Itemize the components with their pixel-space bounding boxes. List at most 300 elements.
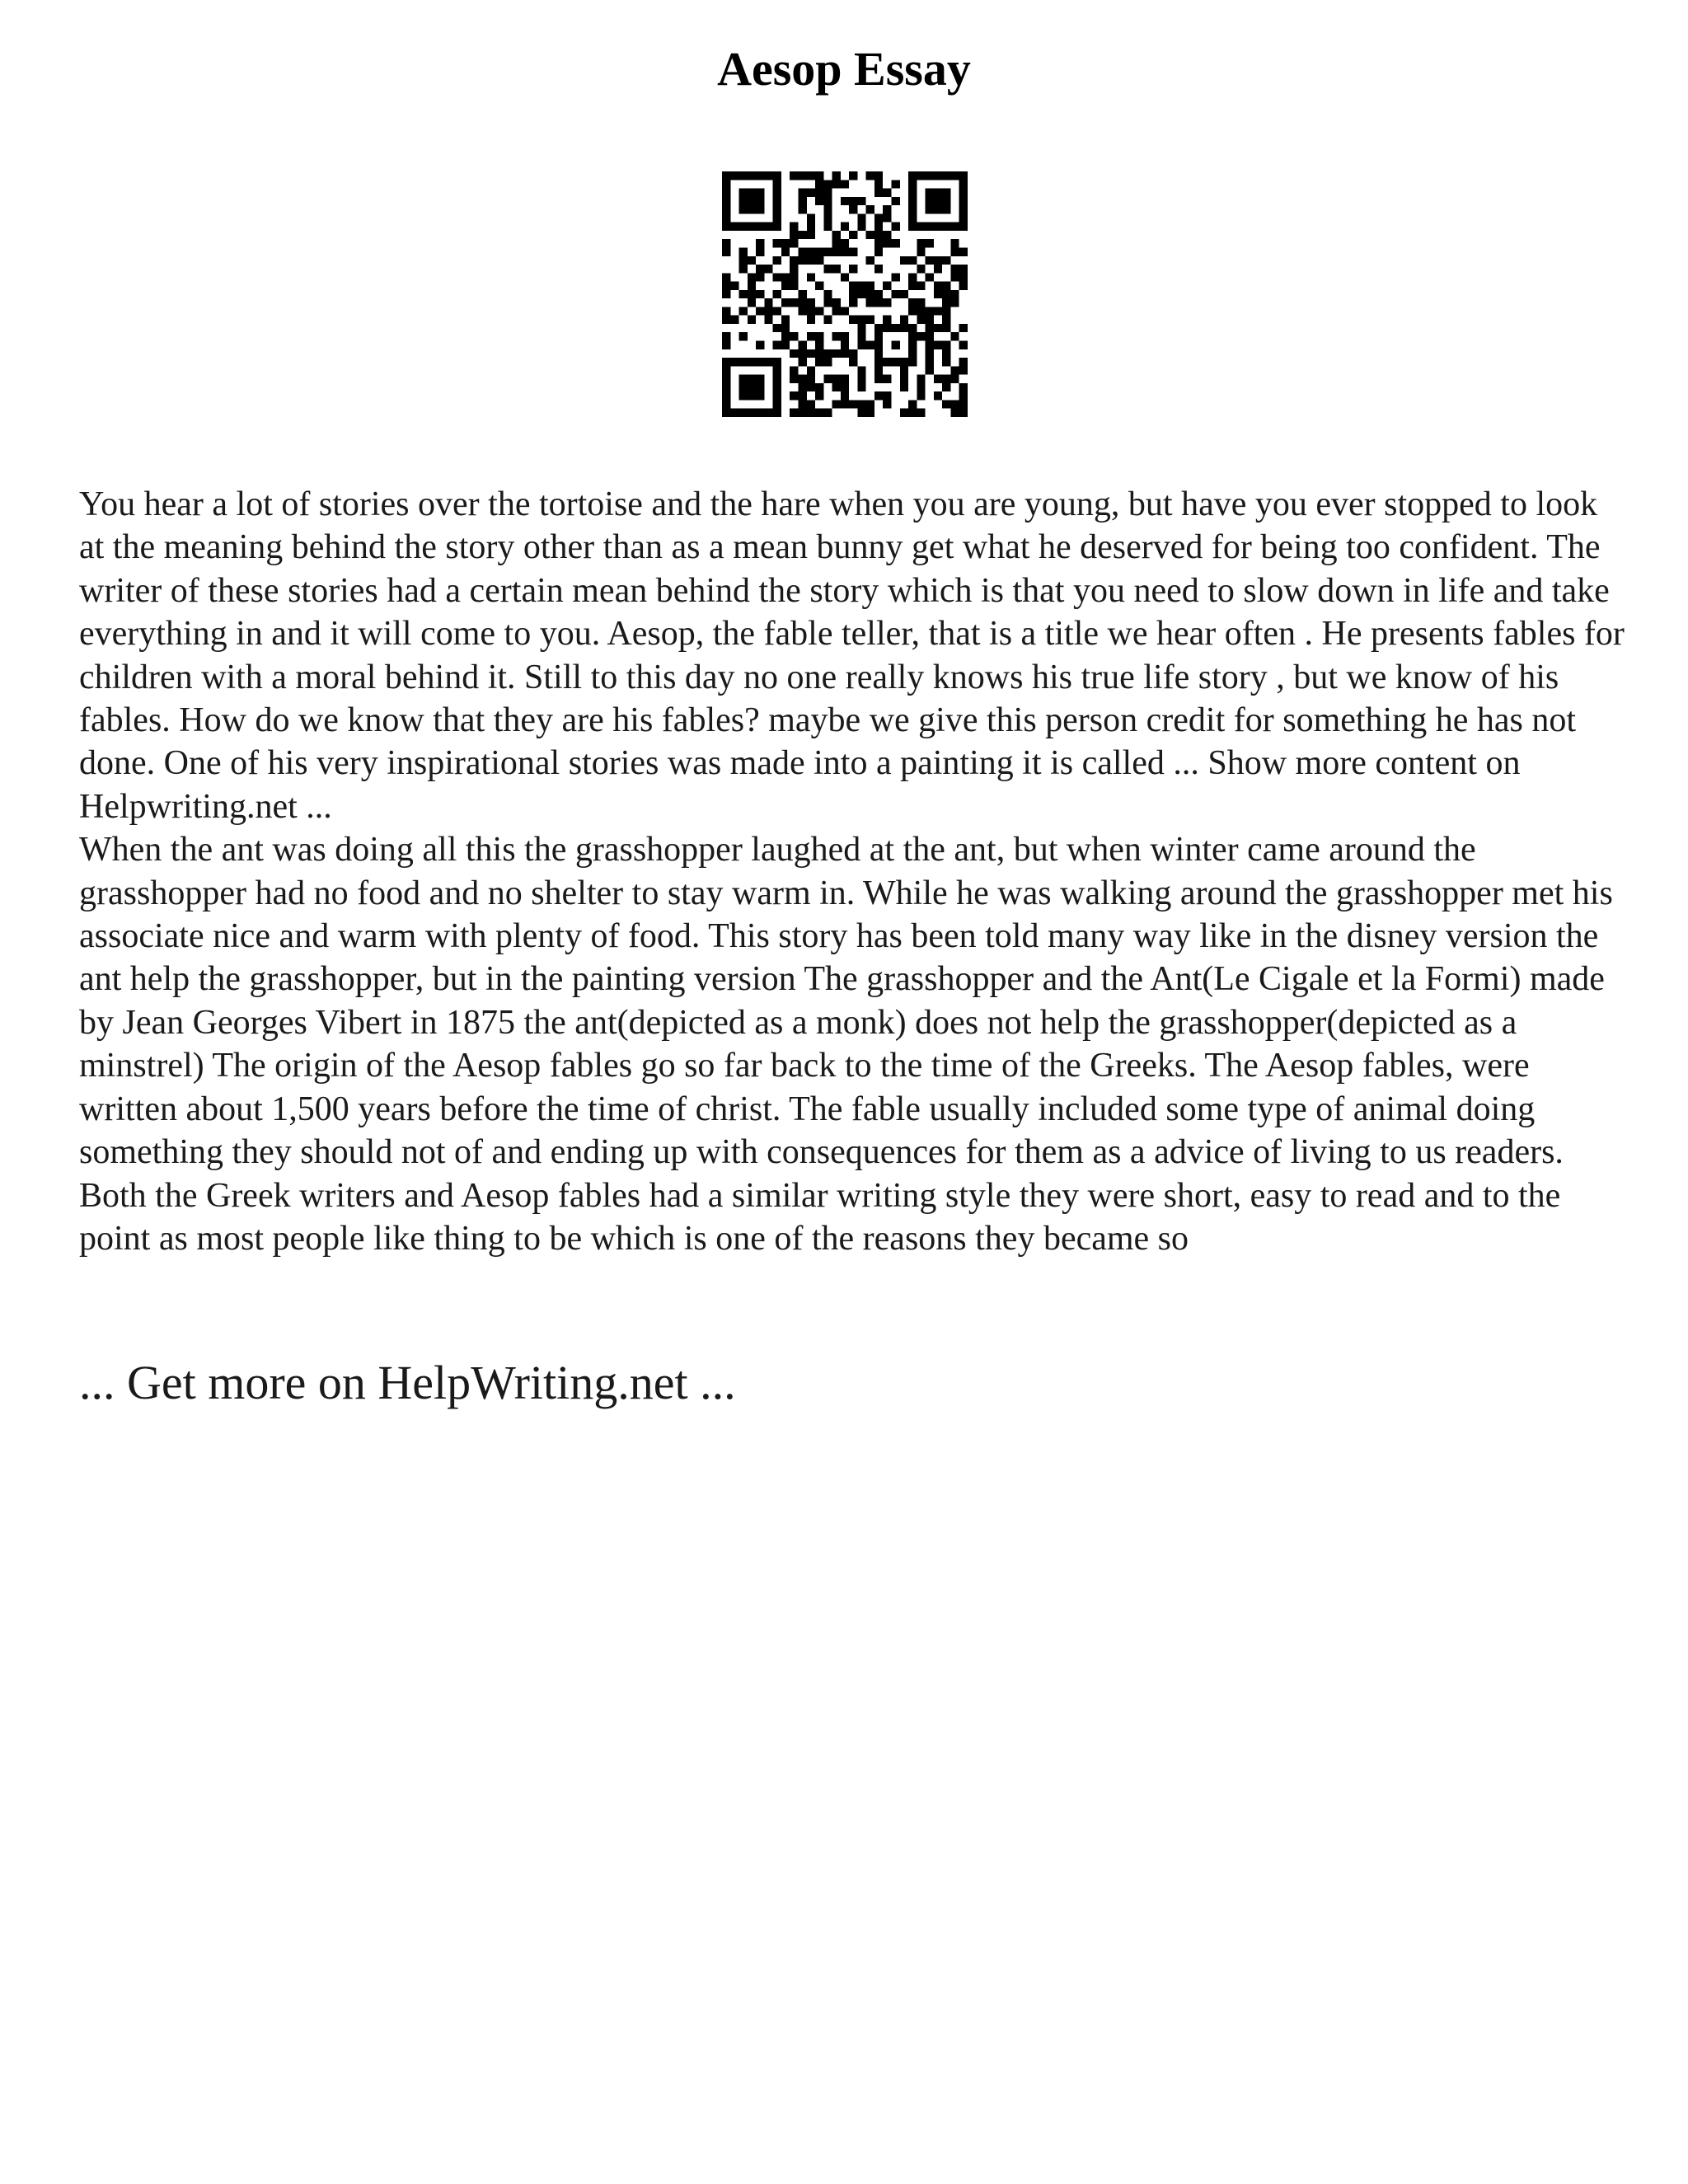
page-title: Aesop Essay: [717, 42, 971, 96]
qr-module: [934, 171, 942, 180]
qr-module: [739, 265, 748, 273]
qr-module: [781, 239, 790, 247]
qr-module: [722, 223, 730, 231]
qr-module: [959, 213, 968, 222]
qr-module: [926, 256, 934, 265]
qr-module: [883, 189, 891, 197]
qr-module: [950, 265, 959, 273]
qr-module: [748, 409, 756, 417]
qr-module: [756, 239, 764, 247]
qr-module: [874, 231, 883, 239]
qr-module: [942, 324, 950, 332]
qr-module: [722, 239, 730, 247]
qr-module: [849, 298, 857, 307]
qr-module: [823, 349, 832, 358]
qr-module: [883, 205, 891, 213]
qr-module: [756, 409, 764, 417]
qr-module: [849, 282, 857, 290]
qr-module: [773, 358, 781, 366]
qr-module: [942, 223, 950, 231]
qr-module: [849, 316, 857, 324]
qr-module: [959, 189, 968, 197]
qr-module: [883, 375, 891, 383]
qr-module: [798, 341, 806, 349]
qr-module: [756, 273, 764, 281]
qr-module: [857, 375, 865, 383]
qr-module: [866, 282, 874, 290]
qr-module: [900, 290, 908, 298]
qr-module: [908, 341, 917, 349]
qr-module: [722, 290, 730, 298]
qr-module: [900, 358, 908, 366]
qr-module: [756, 358, 764, 366]
qr-module: [874, 290, 883, 298]
qr-module: [781, 324, 790, 332]
qr-module: [756, 265, 764, 273]
qr-module: [790, 391, 798, 400]
qr-module: [942, 171, 950, 180]
qr-module: [883, 213, 891, 222]
qr-module: [722, 307, 730, 315]
qr-module: [908, 180, 917, 188]
qr-module: [950, 409, 959, 417]
qr-module: [883, 298, 891, 307]
qr-module: [874, 391, 883, 400]
qr-module: [866, 231, 874, 239]
qr-module: [926, 307, 934, 315]
qr-module: [807, 349, 815, 358]
qr-module: [866, 298, 874, 307]
qr-module: [883, 400, 891, 408]
qr-module: [773, 341, 781, 349]
qr-module: [849, 197, 857, 205]
qr-module: [857, 223, 865, 231]
qr-module: [832, 400, 841, 408]
qr-module: [756, 205, 764, 213]
qr-module: [874, 375, 883, 383]
qr-module: [798, 231, 806, 239]
qr-module: [959, 205, 968, 213]
qr-module: [883, 316, 891, 324]
qr-module: [722, 189, 730, 197]
qr-module: [790, 239, 798, 247]
qr-module: [790, 375, 798, 383]
qr-module: [942, 358, 950, 366]
qr-module: [866, 400, 874, 408]
qr-module: [756, 383, 764, 391]
qr-module: [942, 341, 950, 349]
qr-module: [908, 349, 917, 358]
qr-module: [748, 205, 756, 213]
qr-module: [730, 358, 738, 366]
qr-module: [781, 247, 790, 255]
qr-module: [841, 273, 849, 281]
qr-module: [874, 349, 883, 358]
qr-module: [857, 213, 865, 222]
qr-module: [739, 247, 748, 255]
qr-module: [874, 324, 883, 332]
qr-module: [823, 213, 832, 222]
qr-module: [832, 171, 841, 180]
qr-module: [866, 409, 874, 417]
qr-module: [722, 383, 730, 391]
qr-module: [790, 265, 798, 273]
qr-module: [917, 383, 925, 391]
qr-module: [730, 223, 738, 231]
qr-code-icon[interactable]: [722, 171, 968, 417]
qr-module: [892, 341, 900, 349]
qr-module: [823, 298, 832, 307]
get-more-link[interactable]: ... Get more on HelpWriting.net ...: [79, 1356, 736, 1409]
qr-module: [934, 290, 942, 298]
qr-module: [908, 205, 917, 213]
qr-module: [900, 366, 908, 374]
qr-module: [841, 341, 849, 349]
qr-module: [959, 171, 968, 180]
qr-code-graphic: [722, 171, 968, 417]
qr-module: [866, 256, 874, 265]
qr-module: [823, 247, 832, 255]
qr-module: [908, 256, 917, 265]
qr-module: [748, 375, 756, 383]
qr-module: [773, 400, 781, 408]
qr-module: [841, 400, 849, 408]
qr-module: [857, 366, 865, 374]
qr-module: [908, 400, 917, 408]
qr-module: [739, 189, 748, 197]
qr-module: [934, 205, 942, 213]
qr-module: [756, 391, 764, 400]
qr-module: [866, 316, 874, 324]
qr-module: [942, 205, 950, 213]
qr-module: [900, 324, 908, 332]
qr-module: [917, 247, 925, 255]
qr-module: [815, 341, 823, 349]
qr-module: [832, 298, 841, 307]
qr-module: [748, 189, 756, 197]
qr-module: [832, 265, 841, 273]
qr-module: [883, 282, 891, 290]
qr-module: [942, 290, 950, 298]
essay-paragraph: You hear a lot of stories over the tortoise and the hare when you are young, but have you ever stopped to look at the meaning behind the story other than as a mean bunny get what he deserved for being too confident. The writer of these stories had a certain mean behind the story which is that you need to slow down in life and take everything in and it will come to you. Aesop, the fable teller, that is a title we hear often . He presents fables for children with a moral behind it. Still to this day no one really knows his true life story , but we know of his fables. How do we know that they are his fables? maybe we give this person credit for something he has not done. One of his very inspirational stories was made into a painting it is called ... Show more content on Helpwriting.net ...: [79, 485, 1625, 826]
qr-module: [950, 400, 959, 408]
qr-module: [823, 205, 832, 213]
qr-module: [739, 290, 748, 298]
qr-module: [934, 223, 942, 231]
qr-module: [892, 290, 900, 298]
qr-module: [739, 256, 748, 265]
qr-module: [849, 205, 857, 213]
qr-module: [959, 366, 968, 374]
qr-module: [798, 375, 806, 383]
qr-module: [926, 366, 934, 374]
qr-module: [739, 409, 748, 417]
qr-module: [756, 341, 764, 349]
qr-module: [841, 223, 849, 231]
qr-module: [756, 197, 764, 205]
qr-module: [790, 409, 798, 417]
qr-module: [908, 409, 917, 417]
qr-module: [883, 231, 891, 239]
qr-module: [849, 247, 857, 255]
qr-module: [722, 366, 730, 374]
qr-module: [900, 375, 908, 383]
qr-module: [781, 282, 790, 290]
qr-module: [849, 265, 857, 273]
qr-module: [892, 273, 900, 281]
qr-module: [942, 197, 950, 205]
qr-module: [815, 180, 823, 188]
qr-module: [823, 223, 832, 231]
qr-module: [773, 213, 781, 222]
qr-module: [908, 298, 917, 307]
qr-module: [773, 239, 781, 247]
qr-module: [874, 213, 883, 222]
qr-module: [823, 358, 832, 366]
qr-module: [950, 375, 959, 383]
qr-module: [950, 332, 959, 340]
qr-module: [942, 375, 950, 383]
qr-module: [807, 298, 815, 307]
qr-module: [892, 180, 900, 188]
qr-module: [764, 265, 772, 273]
qr-module: [773, 307, 781, 315]
qr-module: [926, 197, 934, 205]
qr-module: [908, 197, 917, 205]
qr-module: [722, 180, 730, 188]
qr-module: [773, 205, 781, 213]
qr-module: [849, 400, 857, 408]
qr-module: [764, 223, 772, 231]
qr-module: [790, 273, 798, 281]
qr-module: [917, 409, 925, 417]
qr-module: [815, 247, 823, 255]
qr-module: [748, 256, 756, 265]
qr-module: [815, 358, 823, 366]
qr-module: [849, 231, 857, 239]
qr-module: [841, 332, 849, 340]
qr-module: [773, 366, 781, 374]
qr-module: [807, 383, 815, 391]
qr-module: [849, 358, 857, 366]
qr-module: [739, 171, 748, 180]
qr-module: [917, 332, 925, 340]
qr-module: [874, 189, 883, 197]
qr-module: [807, 366, 815, 374]
qr-module: [815, 197, 823, 205]
qr-module: [790, 171, 798, 180]
qr-module: [874, 366, 883, 374]
qr-module: [773, 409, 781, 417]
qr-module: [883, 391, 891, 400]
qr-module: [823, 265, 832, 273]
qr-module: [739, 383, 748, 391]
qr-module: [748, 316, 756, 324]
qr-module: [908, 282, 917, 290]
qr-module: [773, 290, 781, 298]
qr-module: [942, 298, 950, 307]
qr-module: [722, 213, 730, 222]
qr-module: [934, 265, 942, 273]
qr-module: [934, 341, 942, 349]
qr-module: [841, 391, 849, 400]
qr-module: [917, 223, 925, 231]
qr-module: [764, 316, 772, 324]
qr-module: [823, 180, 832, 188]
qr-module: [798, 400, 806, 408]
qr-module: [756, 223, 764, 231]
qr-module: [739, 307, 748, 315]
qr-module: [739, 391, 748, 400]
qr-module: [748, 383, 756, 391]
qr-module: [926, 205, 934, 213]
qr-module: [942, 400, 950, 408]
qr-module: [926, 316, 934, 324]
qr-module: [739, 358, 748, 366]
qr-module: [934, 307, 942, 315]
qr-module: [798, 307, 806, 315]
qr-module: [959, 324, 968, 332]
qr-module: [866, 341, 874, 349]
qr-module: [959, 341, 968, 349]
qr-module: [773, 171, 781, 180]
qr-module: [798, 349, 806, 358]
qr-module: [807, 409, 815, 417]
qr-module: [790, 298, 798, 307]
qr-module: [942, 282, 950, 290]
qr-module: [807, 400, 815, 408]
qr-module: [934, 391, 942, 400]
qr-module: [722, 391, 730, 400]
qr-module: [823, 197, 832, 205]
qr-module: [908, 213, 917, 222]
qr-module: [950, 273, 959, 281]
qr-module: [781, 298, 790, 307]
qr-module: [798, 383, 806, 391]
qr-module: [934, 256, 942, 265]
qr-module: [722, 247, 730, 255]
qr-module: [950, 247, 959, 255]
qr-module: [773, 180, 781, 188]
qr-module: [739, 197, 748, 205]
qr-module: [908, 171, 917, 180]
qr-module: [934, 197, 942, 205]
qr-module: [841, 247, 849, 255]
qr-module: [781, 316, 790, 324]
qr-module: [722, 375, 730, 383]
qr-module: [798, 189, 806, 197]
qr-module: [722, 358, 730, 366]
qr-module: [748, 171, 756, 180]
qr-module: [874, 223, 883, 231]
qr-module: [841, 375, 849, 383]
qr-module: [815, 282, 823, 290]
qr-module: [942, 383, 950, 391]
qr-module: [857, 409, 865, 417]
qr-module: [790, 349, 798, 358]
qr-module: [722, 171, 730, 180]
qr-module: [730, 316, 738, 324]
qr-module: [764, 171, 772, 180]
qr-module: [807, 316, 815, 324]
qr-module: [900, 316, 908, 324]
qr-module: [807, 375, 815, 383]
qr-module: [841, 383, 849, 391]
qr-module: [866, 290, 874, 298]
qr-module: [798, 358, 806, 366]
qr-module: [959, 400, 968, 408]
qr-module: [790, 366, 798, 374]
qr-module: [950, 239, 959, 247]
qr-module: [959, 223, 968, 231]
qr-module: [756, 189, 764, 197]
qr-module: [950, 366, 959, 374]
qr-module: [934, 375, 942, 383]
qr-module: [798, 197, 806, 205]
qr-module: [917, 265, 925, 273]
qr-module: [773, 197, 781, 205]
qr-module: [730, 409, 738, 417]
qr-module: [748, 282, 756, 290]
qr-module: [849, 349, 857, 358]
qr-module: [773, 375, 781, 383]
qr-module: [926, 324, 934, 332]
qr-module: [722, 205, 730, 213]
qr-module: [764, 298, 772, 307]
qr-module: [790, 332, 798, 340]
qr-module: [807, 247, 815, 255]
qr-module: [866, 171, 874, 180]
qr-module: [908, 332, 917, 340]
qr-module: [857, 282, 865, 290]
qr-module: [908, 189, 917, 197]
qr-module: [866, 205, 874, 213]
qr-module: [849, 171, 857, 180]
qr-module: [857, 316, 865, 324]
qr-module: [832, 349, 841, 358]
qr-module: [926, 341, 934, 349]
qr-module: [959, 197, 968, 205]
qr-module: [764, 307, 772, 315]
qr-module: [917, 307, 925, 315]
qr-module: [815, 307, 823, 315]
qr-module: [756, 375, 764, 383]
qr-module: [917, 171, 925, 180]
qr-module: [883, 358, 891, 366]
qr-module: [883, 324, 891, 332]
qr-module: [722, 197, 730, 205]
qr-module: [950, 290, 959, 298]
qr-module: [874, 247, 883, 255]
qr-module: [926, 189, 934, 197]
qr-module: [823, 290, 832, 298]
qr-module: [764, 358, 772, 366]
qr-module: [773, 391, 781, 400]
qr-module: [790, 282, 798, 290]
qr-module: [815, 409, 823, 417]
qr-module: [815, 391, 823, 400]
qr-module: [739, 205, 748, 213]
qr-module: [841, 180, 849, 188]
qr-module: [823, 189, 832, 197]
essay-paragraph: When the ant was doing all this the grasshopper laughed at the ant, but when winter came around the grasshopper had no food and no shelter to stay warm in. While he was walking around the grasshopper met his associate nice and warm with plenty of food. This story has been told many way like in the disney version the ant help the grasshopper, but in the painting version The grasshopper and the Ant(Le Cigale et la Formi) made by Jean Georges Vibert in 1875 the ant(depicted as a monk) does not help the grasshopper(depicted as a minstrel) The origin of the Aesop fables go so far back to the time of the Greeks. The Aesop fables, were written about 1,500 years before the time of christ. The fable usually included some type of animal doing something they should not of and ending up with consequences for them as a advice of living to us readers. Both the Greek writers and Aesop fables had a similar writing style they were short, easy to read and to the point as most people like thing to be which is one of the reasons they became so: [79, 831, 1613, 1258]
qr-module: [841, 239, 849, 247]
qr-module: [756, 171, 764, 180]
qr-module: [874, 341, 883, 349]
qr-module: [773, 223, 781, 231]
qr-module: [917, 298, 925, 307]
qr-module: [917, 316, 925, 324]
